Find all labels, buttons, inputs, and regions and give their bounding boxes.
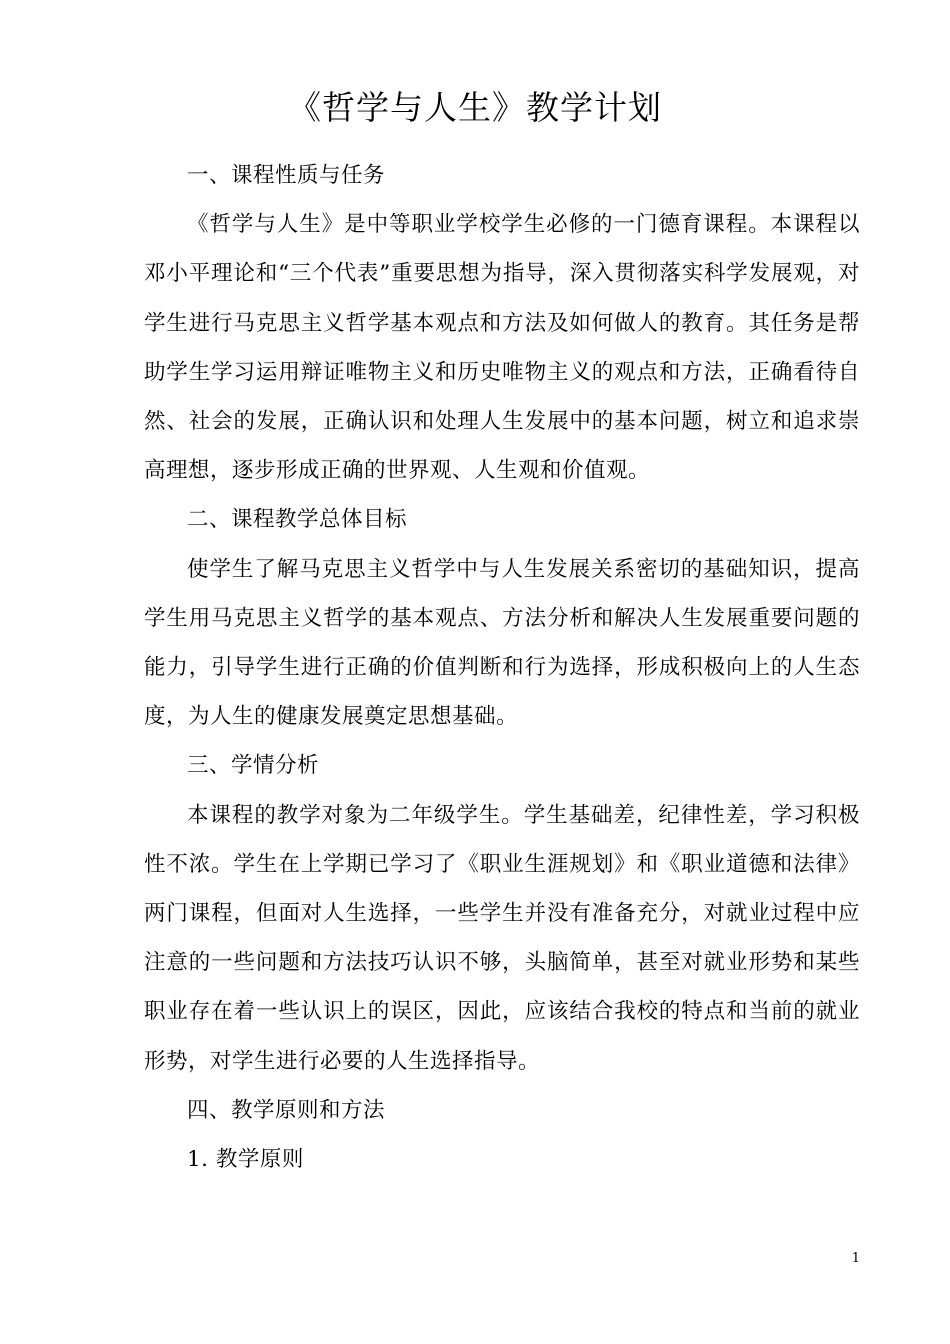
section-heading-3: 三、学情分析 xyxy=(187,753,320,779)
section-heading-4: 四、教学原则和方法 xyxy=(187,1097,386,1123)
section-heading-2: 二、课程教学总体目标 xyxy=(187,507,408,533)
section-paragraph-2: 使学生了解马克思主义哲学中与人生发展关系密切的基础知识，提高学生用马克思主义哲学的基本观点、方法分析和解决人生发展重要问题的能力，引导学生进行正确的价值判断和行为选择，形成积极向上的人生态度，为人生的健康发展奠定思想基础。 xyxy=(144,556,860,730)
document-body xyxy=(144,151,860,1184)
document-title: 《哲学与人生》教学计划 xyxy=(288,88,662,127)
section-paragraph-3: 本课程的教学对象为二年级学生。学生基础差，纪律性差，学习积极性不浓。学生在上学期已学习了《职业生涯规划》和《职业道德和法律》两门课程，但面对人生选择，一些学生并没有准备充分，对就业过程中应注意的一些问题和方法技巧认识不够，头脑简单，甚至对就业形势和某些职业存在着一些认识上的误区，因此，应该结合我校的特点和当前的就业形势，对学生进行必要的人生选择指导。 xyxy=(144,802,860,1074)
section-heading-1: 一、课程性质与任务 xyxy=(187,163,386,188)
page-number: 1 xyxy=(851,1251,860,1266)
section-paragraph-1: 《哲学与人生》是中等职业学校学生必修的一门德育课程。本课程以邓小平理论和“三个代表”重要思想为指导，深入贯彻落实科学发展观，对学生进行马克思主义哲学基本观点和方法及如何做人的教育。其任务是帮助学生学习运用辩证唯物主义和历史唯物主义的观点和方法，正确看待自然、社会的发展，正确认识和处理人生发展中的基本问题，树立和追求崇高理想，逐步形成正确的世界观、人生观和价值观。 xyxy=(144,212,860,484)
subheading-teaching-principles: 1. 教学原则 xyxy=(187,1147,304,1173)
